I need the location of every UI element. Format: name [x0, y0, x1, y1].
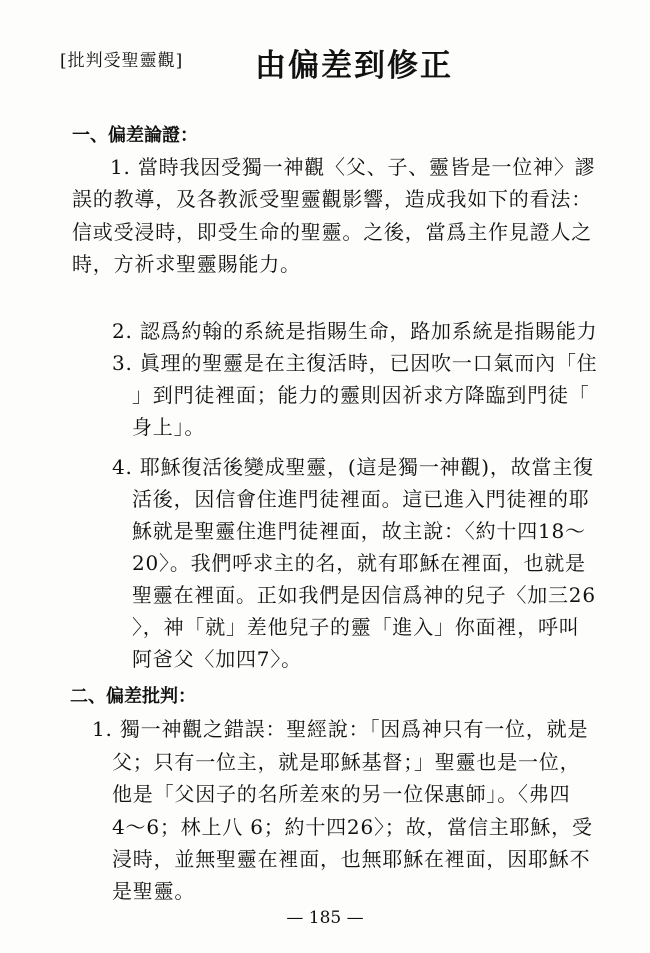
text-line: 〉，神「就」差他兒子的靈「進入」你面裡，呼叫 [132, 615, 580, 639]
page-title: 由偏差到修正 [255, 48, 453, 84]
text-line: 穌就是聖靈住進門徒裡面，故主說：〈約十四18～ [132, 519, 586, 543]
text-line: 阿爸父〈加四7〉。 [132, 647, 302, 671]
text-line: 活後，因信會住進門徒裡面。這已進入門徒裡的耶 [132, 487, 590, 511]
section-heading-2: 二、偏差批判： [70, 686, 196, 707]
text-line: 20〉。我們呼求主的名，就有耶穌在裡面，也就是 [132, 551, 586, 575]
text-line: 身上」。 [132, 415, 206, 439]
text-line: 信或受浸時，即受生命的聖靈。之後，當爲主作見證人之 [72, 220, 592, 244]
text-line: 誤的教導，及各教派受聖靈觀影響，造成我如下的看法： [72, 187, 592, 211]
text-line: 4. 耶穌復活後變成聖靈，(這是獨一神觀)，故當主復 [112, 455, 594, 479]
text-line: 1. 當時我因受獨一神觀〈父、子、靈皆是一位神〉謬 [110, 155, 596, 179]
text-line: 」到門徒裡面；能力的靈則因祈求方降臨到門徒「 [132, 383, 590, 407]
header-tag: [批判受聖靈觀] [60, 51, 184, 71]
text-line: 1. 獨一神觀之錯誤：聖經說：「因爲神只有一位，就是 [92, 717, 589, 741]
page-number: — 185 — [286, 908, 364, 928]
text-line: 時，方祈求聖靈賜能力。 [72, 252, 301, 276]
text-line: 父；只有一位主，就是耶穌基督；」聖靈也是一位， [112, 750, 581, 774]
text-line: 是聖靈。 [112, 879, 196, 903]
text-line: 他是「父因子的名所差來的另一位保惠師」。〈弗四 [112, 782, 571, 806]
text-line: 3. 眞理的聖靈是在主復活時，已因吹一口氣而內「住 [112, 351, 598, 375]
text-line: 2. 認爲約翰的系統是指賜生命，路加系統是指賜能力 [112, 319, 598, 343]
section-heading-1: 一、偏差論證： [72, 125, 198, 146]
text-line: 聖靈在裡面。正如我們是因信爲神的兒子〈加三26 [132, 583, 596, 607]
text-line: 浸時，並無聖靈在裡面，也無耶穌在裡面，因耶穌不 [112, 847, 591, 871]
text-line: 4～6；林上八 6；約十四26〉；故，當信主耶穌，受 [112, 815, 593, 839]
